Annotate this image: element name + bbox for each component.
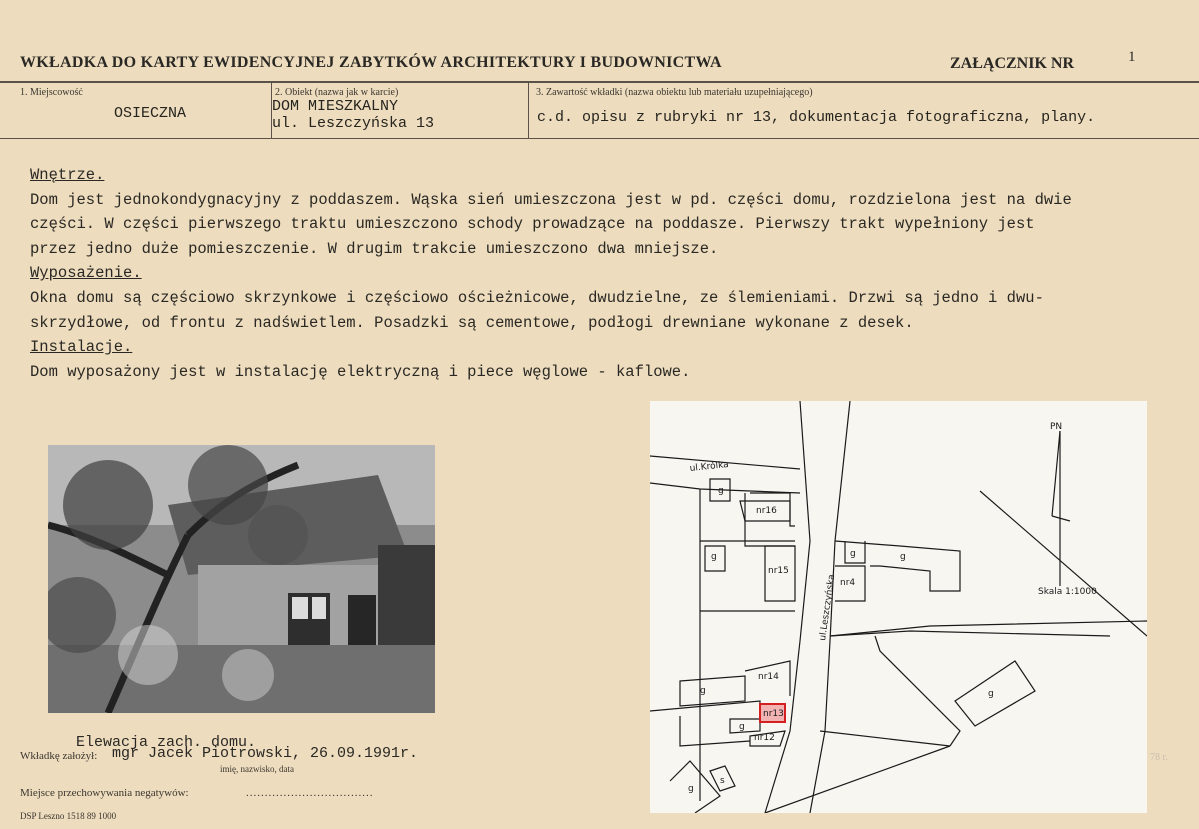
author-value: mgr Jacek Piotrowski, 26.09.1991r. (112, 745, 419, 762)
parcel-label-nr12: nr12 (754, 733, 775, 743)
field-divider-2 (528, 83, 529, 138)
parcel-label-nr13: nr13 (763, 709, 784, 719)
field-1-value: OSIECZNA (114, 105, 187, 122)
field-2-value-line2: ul. Leszczyńska 13 (272, 115, 435, 132)
header-rule (0, 81, 1199, 83)
scale-label: Skala 1:1000 (1038, 587, 1097, 597)
site-plan-drawing (650, 401, 1147, 813)
parcel-label-nr16: nr16 (756, 506, 777, 516)
north-arrow-label: PN (1050, 422, 1063, 432)
site-plan-map (650, 401, 1147, 813)
parcel-label-g-2: g (711, 552, 717, 562)
interior-line-2: części. W części pierwszego traktu umieszczono schody prowadzące na poddasze. Pierwszy trakt wypełniony jest (30, 215, 1035, 234)
interior-line-3: przez jedno duże pomieszczenie. W drugim trakcie umieszczono dwa mniejsze. (30, 239, 719, 258)
photo-caption: Elewacja zach. domu. (76, 734, 257, 751)
attachment-label: ZAŁĄCZNIK NR (950, 55, 1075, 72)
heading-equipment: Wyposażenie. (30, 264, 142, 283)
description-text (30, 163, 1180, 384)
heading-installations: Instalacje. (30, 338, 133, 357)
author-hint: imię, nazwisko, data (220, 764, 294, 774)
street-label-krolka: ul.Królka (689, 459, 730, 474)
print-code: DSP Leszno 1518 89 1000 (20, 811, 117, 821)
field-3-label: 3. Zawartość wkładki (nazwa obiektu lub materiału uzupełniającego) (536, 87, 813, 98)
fields-rule (0, 138, 1199, 139)
parcel-label-g-1: g (718, 486, 724, 496)
negatives-field: .................................. (246, 787, 374, 799)
heading-interior: Wnętrze. (30, 166, 105, 184)
parcel-label-nr14: nr14 (758, 672, 779, 682)
field-2-label: 2. Obiekt (nazwa jak w karcie) (275, 87, 399, 98)
installations-line-1: Dom wyposażony jest w instalację elektryczną i piece węglowe - kaflowe. (30, 362, 691, 381)
parcel-label-g-7: g (739, 722, 745, 732)
interior-line-1: Dom jest jednokondygnacyjny z poddaszem. Wąska sień umieszczona jest w pd. części domu, rozdzielona jest na dwie (30, 190, 1072, 209)
faint-year: 78 r. (1150, 752, 1168, 763)
parcel-label-g-3: g (850, 549, 856, 559)
field-1-label: 1. Miejscowość (20, 87, 83, 98)
negatives-label: Miejsce przechowywania negatywów: (20, 787, 189, 799)
field-3-value: c.d. opisu z rubryki nr 13, dokumentacja fotograficzna, plany. (537, 109, 1096, 126)
form-title: WKŁADKA DO KARTY EWIDENCYJNEJ ZABYTKÓW ARCHITEKTURY I BUDOWNICTWA (20, 54, 722, 71)
street-label-leszczynska: ul.Leszczyńska (818, 573, 838, 642)
equipment-line-2: skrzydłowe, od frontu z nadświetlem. Posadzki są cementowe, podłogi drewniane wykonane z desek. (30, 313, 914, 332)
parcel-label-g-5: g (700, 686, 706, 696)
parcel-label-g-4: g (900, 552, 906, 562)
parcel-label-nr15: nr15 (768, 566, 789, 576)
parcel-label-g-6: g (988, 689, 994, 699)
parcel-label-s: s (720, 776, 725, 786)
parcel-label-nr4: nr4 (840, 578, 856, 588)
equipment-line-1: Okna domu są częściowo skrzynkowe i częściowo ościeżnicowe, dwudzielne, ze ślemieniami. Drzwi są jedno i dwu- (30, 288, 1044, 307)
author-label: Wkładkę założył: (20, 750, 98, 762)
house-photograph (48, 445, 435, 713)
attachment-number: 1 (1128, 49, 1136, 65)
photo-drawing (48, 445, 435, 713)
field-2-value-line1: DOM MIESZKALNY (272, 98, 399, 115)
parcel-label-g-8: g (688, 784, 694, 794)
